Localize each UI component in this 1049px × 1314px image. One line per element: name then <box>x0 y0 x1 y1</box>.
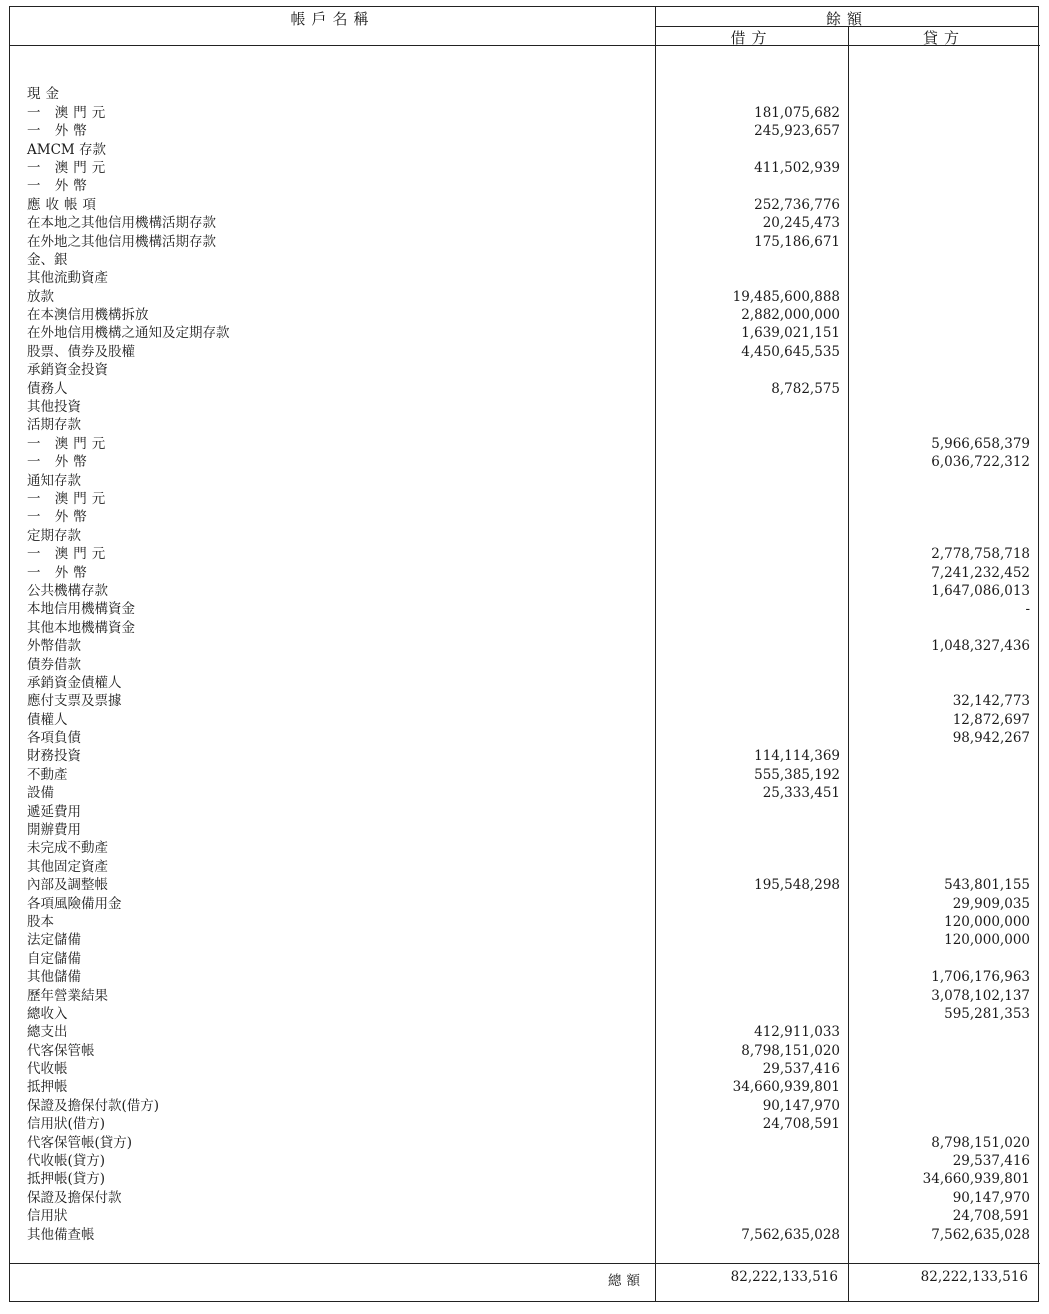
debit-value: 24,708,591 <box>762 1116 840 1133</box>
account-name: 一 澳門元 <box>27 435 111 452</box>
account-name: 總支出 <box>27 1024 68 1041</box>
credit-value: 3,078,102,137 <box>931 987 1030 1004</box>
table-row <box>10 324 1040 342</box>
credit-value: 98,942,267 <box>952 730 1030 747</box>
table-row <box>10 141 1040 159</box>
account-name: 其他固定資產 <box>27 858 108 875</box>
account-name: 一 澳門元 <box>27 490 111 507</box>
debit-value: 411,502,939 <box>754 159 840 176</box>
table-row <box>10 1023 1040 1041</box>
credit-value: 120,000,000 <box>944 932 1030 949</box>
debit-value: 245,923,657 <box>754 123 840 140</box>
account-name: 金、銀 <box>27 251 68 268</box>
account-name: AMCM 存款 <box>27 141 107 158</box>
credit-value: 120,000,000 <box>944 913 1030 930</box>
account-name: 一 外幣 <box>27 564 92 581</box>
table-row <box>10 527 1040 545</box>
table-row <box>10 398 1040 416</box>
table-row <box>10 508 1040 526</box>
total-debit: 82,222,133,516 <box>730 1269 838 1285</box>
table-row <box>10 1134 1040 1152</box>
debit-value: 8,798,151,020 <box>741 1042 840 1059</box>
account-name: 總收入 <box>27 1005 68 1022</box>
table-row <box>10 416 1040 434</box>
table-row <box>10 895 1040 913</box>
table-row <box>10 784 1040 802</box>
table-row <box>10 104 1040 122</box>
account-name: 應收帳項 <box>27 196 101 213</box>
account-name: 現金 <box>27 86 64 103</box>
table-row <box>10 453 1040 471</box>
table-row <box>10 1042 1040 1060</box>
header-account-name: 帳戶名稱 <box>290 10 375 28</box>
account-name: 活期存款 <box>27 417 81 434</box>
account-name: 股本 <box>27 913 54 930</box>
table-row <box>10 1189 1040 1207</box>
table-row <box>10 1060 1040 1078</box>
table-row <box>10 67 1040 85</box>
account-name: 歷年營業結果 <box>27 987 108 1004</box>
table-row <box>10 343 1040 361</box>
credit-value: 90,147,970 <box>952 1189 1030 1206</box>
credit-value: 34,660,939,801 <box>922 1171 1030 1188</box>
credit-value: 7,241,232,452 <box>931 564 1030 581</box>
account-name: 債務人 <box>27 380 68 397</box>
account-name: 在本地之其他信用機構活期存款 <box>27 215 216 232</box>
table-row <box>10 931 1040 949</box>
account-name: 在外地之其他信用機構活期存款 <box>27 233 216 250</box>
credit-value: 595,281,353 <box>944 1005 1030 1022</box>
credit-value: 7,562,635,028 <box>931 1226 1030 1243</box>
account-name: 自定儲備 <box>27 950 81 967</box>
account-name: 應付支票及票據 <box>27 693 122 710</box>
account-name: 通知存款 <box>27 472 81 489</box>
account-name: 一 外幣 <box>27 123 92 140</box>
debit-value: 20,245,473 <box>762 215 840 232</box>
table-row <box>10 435 1040 453</box>
table-row <box>10 233 1040 251</box>
credit-value: 5,966,658,379 <box>931 435 1030 452</box>
account-name: 在外地信用機構之通知及定期存款 <box>27 325 230 342</box>
table-row <box>10 251 1040 269</box>
table-row <box>10 1170 1040 1188</box>
table-row <box>10 858 1040 876</box>
debit-value: 19,485,600,888 <box>732 288 840 305</box>
table-row <box>10 637 1040 655</box>
debit-value: 34,660,939,801 <box>732 1079 840 1096</box>
debit-value: 175,186,671 <box>754 233 840 250</box>
total-label: 總額 <box>608 1273 645 1289</box>
table-row <box>10 545 1040 563</box>
credit-value: 2,778,758,718 <box>931 546 1030 563</box>
debit-value: 8,782,575 <box>771 380 840 397</box>
header-debit: 借方 <box>730 29 773 47</box>
table-row <box>10 159 1040 177</box>
table-row <box>10 214 1040 232</box>
account-name: 代客保管帳 <box>27 1042 95 1059</box>
table-row <box>10 692 1040 710</box>
account-name: 一 外幣 <box>27 454 92 471</box>
account-name: 法定儲備 <box>27 932 81 949</box>
balance-table <box>9 6 1039 1302</box>
credit-value: 24,708,591 <box>952 1208 1030 1225</box>
account-name: 未完成不動產 <box>27 840 108 857</box>
header-credit: 貸方 <box>922 29 965 47</box>
account-name: 一 外幣 <box>27 509 92 526</box>
table-row <box>10 821 1040 839</box>
account-name: 信用狀 <box>27 1208 68 1225</box>
credit-value: 29,909,035 <box>952 895 1030 912</box>
account-name: 債權人 <box>27 711 68 728</box>
credit-value: 1,048,327,436 <box>931 638 1030 655</box>
table-row <box>10 1226 1040 1244</box>
account-name: 保證及擔保付款(借方) <box>27 1097 160 1114</box>
total-top-line <box>10 1263 1040 1264</box>
account-name: 本地信用機構資金 <box>27 601 135 618</box>
header-balance: 餘額 <box>825 10 868 28</box>
table-row <box>10 950 1040 968</box>
table-row <box>10 674 1040 692</box>
debit-value: 181,075,682 <box>754 104 840 121</box>
debit-value: 7,562,635,028 <box>741 1226 840 1243</box>
table-row <box>10 122 1040 140</box>
table-row <box>10 177 1040 195</box>
debit-value: 2,882,000,000 <box>741 307 840 324</box>
table-row <box>10 747 1040 765</box>
debit-value: 195,548,298 <box>754 877 840 894</box>
account-name: 代客保管帳(貸方) <box>27 1134 133 1151</box>
account-name: 其他投資 <box>27 399 81 416</box>
table-row <box>10 968 1040 986</box>
account-name: 抵押帳(貸方) <box>27 1171 106 1188</box>
table-row <box>10 876 1040 894</box>
credit-value: - <box>1025 601 1030 618</box>
account-name: 代收帳(貸方) <box>27 1153 106 1170</box>
table-row <box>10 1005 1040 1023</box>
account-name: 其他儲備 <box>27 969 81 986</box>
credit-value: 29,537,416 <box>952 1153 1030 1170</box>
debit-value: 25,333,451 <box>762 785 840 802</box>
table-row <box>10 1078 1040 1096</box>
table-row <box>10 380 1040 398</box>
account-rows <box>10 67 1040 1244</box>
credit-value: 8,798,151,020 <box>931 1134 1030 1151</box>
debit-value: 29,537,416 <box>762 1061 840 1078</box>
account-name: 其他備查帳 <box>27 1226 95 1243</box>
account-name: 各項負債 <box>27 730 81 747</box>
table-row <box>10 600 1040 618</box>
table-row <box>10 656 1040 674</box>
table-row <box>10 361 1040 379</box>
table-row <box>10 619 1040 637</box>
account-name: 設備 <box>27 785 54 802</box>
account-name: 財務投資 <box>27 748 81 765</box>
account-name: 公共機構存款 <box>27 582 108 599</box>
table-row <box>10 711 1040 729</box>
credit-value: 543,801,155 <box>944 877 1030 894</box>
account-name: 開辦費用 <box>27 822 81 839</box>
credit-value: 6,036,722,312 <box>931 454 1030 471</box>
debit-value: 252,736,776 <box>754 196 840 213</box>
account-name: 內部及調整帳 <box>27 877 108 894</box>
table-row <box>10 306 1040 324</box>
debit-value: 412,911,033 <box>754 1024 840 1041</box>
table-row <box>10 1152 1040 1170</box>
credit-value: 1,647,086,013 <box>931 582 1030 599</box>
table-row <box>10 1115 1040 1133</box>
table-row <box>10 85 1040 103</box>
account-name: 一 澳門元 <box>27 159 111 176</box>
debit-value: 555,385,192 <box>754 766 840 783</box>
credit-value: 1,706,176,963 <box>931 969 1030 986</box>
table-row <box>10 196 1040 214</box>
table-row <box>10 987 1040 1005</box>
table-row <box>10 269 1040 287</box>
table-row <box>10 1097 1040 1115</box>
account-name: 各項風險備用金 <box>27 895 122 912</box>
account-name: 在本澳信用機構拆放 <box>27 307 149 324</box>
account-name: 抵押帳 <box>27 1079 68 1096</box>
account-name: 定期存款 <box>27 527 81 544</box>
account-name: 不動產 <box>27 766 68 783</box>
account-name: 信用狀(借方) <box>27 1116 106 1133</box>
account-name: 承銷資金投資 <box>27 362 108 379</box>
table-row <box>10 803 1040 821</box>
account-name: 一 澳門元 <box>27 546 111 563</box>
table-row <box>10 490 1040 508</box>
table-row <box>10 564 1040 582</box>
account-name: 其他流動資產 <box>27 270 108 287</box>
account-name: 放款 <box>27 288 54 305</box>
table-row <box>10 839 1040 857</box>
table-row <box>10 913 1040 931</box>
debit-value: 1,639,021,151 <box>741 325 840 342</box>
account-name: 承銷資金債權人 <box>27 674 122 691</box>
table-row <box>10 582 1040 600</box>
account-name: 債券借款 <box>27 656 81 673</box>
table-row <box>10 766 1040 784</box>
account-name: 股票、債券及股權 <box>27 343 135 360</box>
table-row <box>10 288 1040 306</box>
table-row <box>10 729 1040 747</box>
account-name: 代收帳 <box>27 1061 68 1078</box>
credit-value: 12,872,697 <box>952 711 1030 728</box>
table-row <box>10 472 1040 490</box>
account-name: 保證及擔保付款 <box>27 1189 122 1206</box>
account-name: 一 外幣 <box>27 178 92 195</box>
account-name: 其他本地機構資金 <box>27 619 135 636</box>
debit-value: 90,147,970 <box>762 1097 840 1114</box>
debit-value: 114,114,369 <box>754 748 840 765</box>
account-name: 遞延費用 <box>27 803 81 820</box>
credit-value: 32,142,773 <box>952 693 1030 710</box>
table-row <box>10 1207 1040 1225</box>
account-name: 一 澳門元 <box>27 104 111 121</box>
account-name: 外幣借款 <box>27 638 81 655</box>
total-credit: 82,222,133,516 <box>920 1269 1028 1285</box>
debit-value: 4,450,645,535 <box>741 343 840 360</box>
